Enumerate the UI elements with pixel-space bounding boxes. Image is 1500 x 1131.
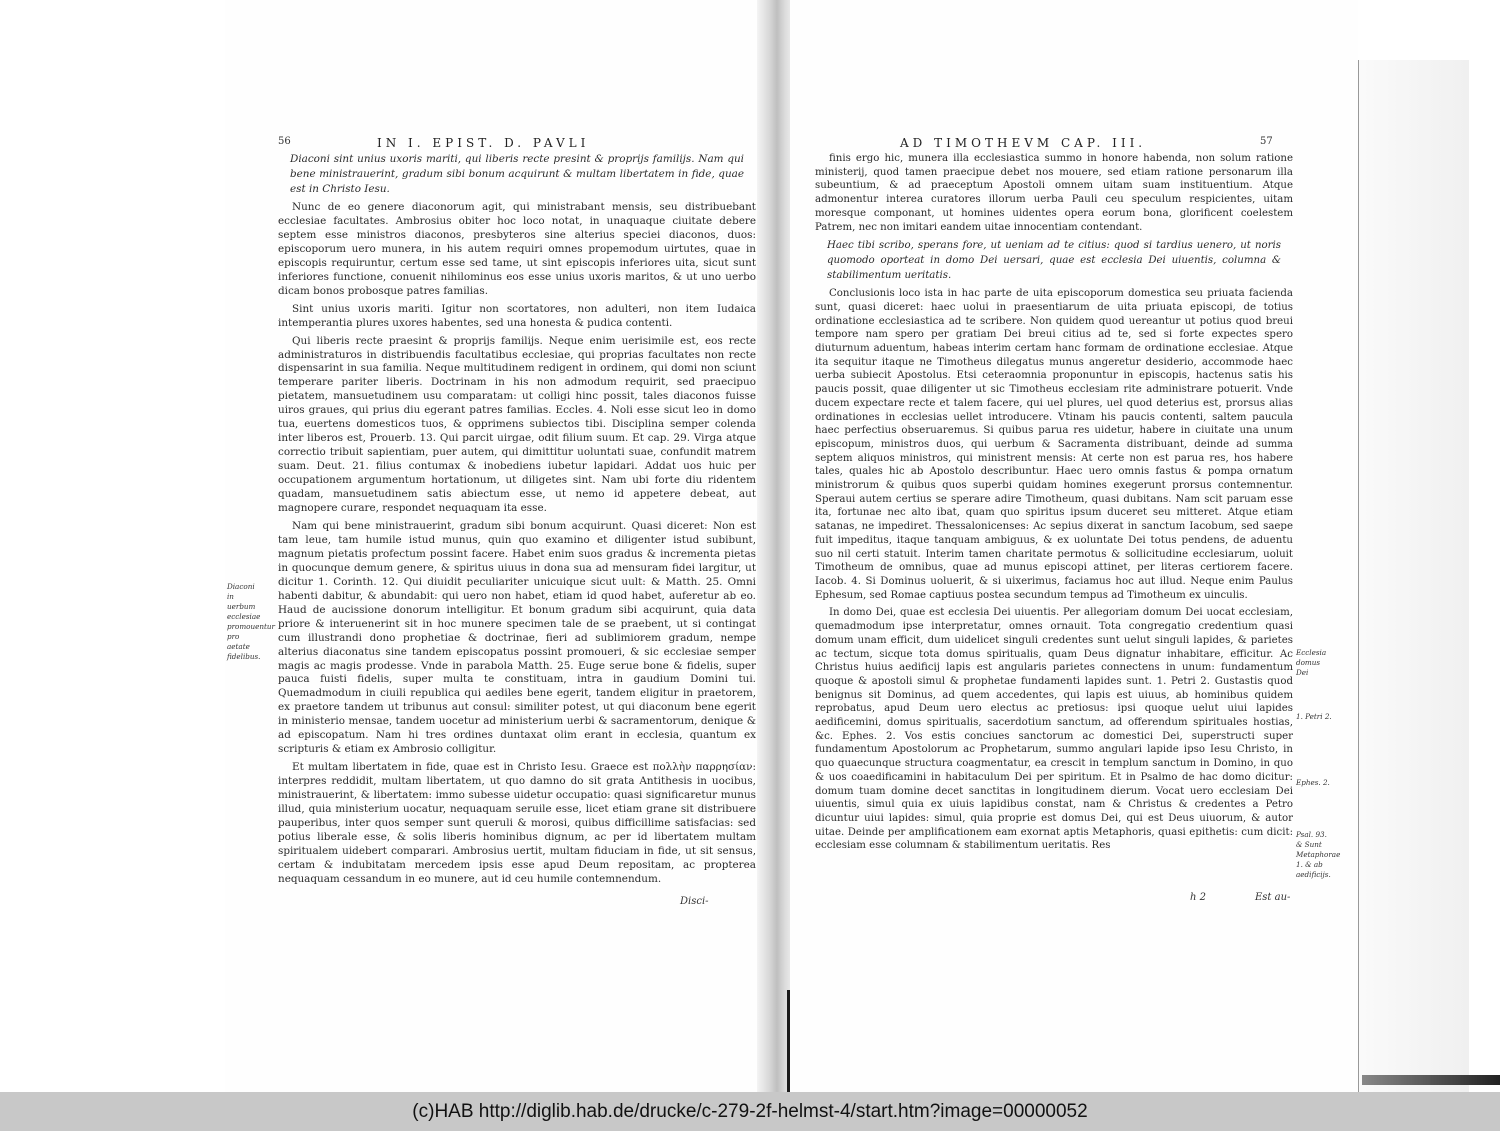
paragraph: Sint unius uxoris mariti. Igitur non scortatores, non adulteri, non item Iudaica intemperantia plures uxores habentes, sed una honesta & pudica contenti. <box>278 302 756 329</box>
paragraph: Nam qui bene ministrauerint, gradum sibi bonum acquirunt. Quasi diceret: Non est tam leue, tam humile istud munus, quin quo examino et diligenter istud subibunt, magnum pietatis profectum possint facere. Habet enim suos gradus & incrementa pietas in quocunque demum genere, & spiritus uiuus in dona sua ad mensuram fidei largitur, ut dicitur 1. Corinth. 12. Qui diuidit peculiariter unicuique sicut uult: & Matth. 25. Omni habenti dabitur, & abundabit: qui uero non habet, etiam id quod habet, auferetur ab eo. Haud de aucissione donorum intelligitur. Et bonum gradum sibi acquirunt, quia data priore & interuenerint sit in hoc munere specimen tale de se praebent, ut si contingat cum illustrandi dono prophetiae & doctrinae, fieri ad sublimiorem gradum, nempe alterius diaconatus sine tandem episcopatus possint promoueri, & sic ecclesiae semper magis ac magis prodesse. Vnde in parabola Matth. 25. Euge serue bone & fidelis, super pauca fuisti fidelis, super multa te constituam, intra in gaudium Domini tui. Quemadmodum in ciuili republica qui aediles bene egerit, tandem eligitur in praetorem, ex praetore tandem ut tribunus aut consul: similiter potest, ut qui diaconum bene egerit in ministerio mensae, tandem uocetur ad ministerium uerbi & sacramentorum, denique & ad episcopatum. Nam hi tres ordines duntaxat olim erant in ecclesia, quantum ex scripturis & etiam ex Ambrosio colligitur. <box>278 519 756 756</box>
paragraph: Et multam libertatem in fide, quae est in Christo Iesu. Graece est πολλὴν παρρησίαν: interpres reddidit, multam libertatem, ut quo damno do sit grata Antithesis in uocibus, ministrauerint, & libertatem: immo subesse uidetur occupatio: quasi significaretur munus illud, quia ministerium uocatur, nequaquam seruile esse, licet etiam grane sit distribuere pauperibus, inter quos semper sunt queruli & morosi, quibus difficillime satisfacias: sed potius liberale esse, & solis liberis hominibus dignum, ac per id libertatem multam spiritualem uidebert comparari. Ambrosius uertit, multam fiduciam in fide, ut sit sensus, certam & indubitatam mercedem ipsis esse apud Deum repositam, ac propterea nequaquam cessandum in eo munere, aut id ceu humile contemnendum. <box>278 761 756 885</box>
page-edge-shadow <box>1362 1075 1500 1085</box>
left-running-head: IN I. EPIST. D. PAVLI <box>377 136 590 150</box>
paragraph: finis ergo hic, munera illa ecclesiastica summo in honore habenda, non solum ratione ministerij, quod tamen praecipue debet nos mouere, sed etiam ratione personarum illa subeuntium, & ad praeceptum Apostoli omnem uitam suam instituentium. Atque admonentur interea curatores illorum uerba Pauli ceu speculum respicientes, uitam moresque componant, ut homines uidentes opera eorum bona, glorificent coelestem Patrem, nec non imitari eandem uitae innocentiam contendant. <box>815 153 1293 233</box>
page-stack-edge <box>1358 60 1469 1092</box>
paragraph: Nunc de eo genere diaconorum agit, qui ministrabant mensis, seu distribuebant ecclesiae facultates. Ambrosius obiter hoc loco notat, in unaquaque ciuitate debere septem esse ministros diaconos, presbyteros sine alterius speciei diaconos, duos: episcoporum uero munera, in his autem requiri omnes propemodum uirtutes, quae in episcopis requiruntur, certum esse sed tame, ut sint episcopis inferiores uita, sicut sunt inferiores functione, conuenit nihilominus eos esse unius uxoris maritos, & ut uno uerbo dicam bonos probosque patres familias. <box>278 201 756 297</box>
paragraph: Conclusionis loco ista in hac parte de uita episcoporum domestica seu priuata facienda sunt, quasi diceret: haec uolui in praesentiarum de uita priuata episcopi, de totius ordinatione ecclesiastica ad te scribere. Non quidem quod uereantur ut potius quod breui tempore nam spero per gratiam Dei breui citius ad te, sed si forte expectes spero diuturnum aduentum, habeas interim certam hanc formam de ordinatione ecclesiae. Atque ita sequitur itaque ne Timotheus dilegatus munus angeretur desiderio, accommode haec uerba subiecit Apostolus. Etsi ceteraomnia proponuntur in episcopis, hactenus satis his paucis possit, quae diligenter ut sic Timotheus ecclesiam rite administrare potuerit. Vnde ducem expectare recte et talem facere, qui uel plures, uel quod deterius est, prorsus alias ordinationes in ecclesias uellet introducere. Vtinam his paucis contenti, saltem paucula haec perfectius obseruaremus. Si quibus parua res uidetur, habere in ciuitate una unum episcopum, ministros duos, qui uerbum & Sacramenta distribuant, deinde ad summa septem aliquos ministros, qui ministrent mensis: At certe non est parua res, hos habere tales, quales hic ab Apostolo describuntur. Haec uero omnis fastus & pompa ornatum ministrorum & quibus quos superbi quidam homines exegerunt prorsus contemnentur. Speraui autem certius se sperare adire Timotheum, quasi dubitans. Nam scit paruam esse ita, fortunae nec alto ibat, quam quo spiritus ipsum duceret seu mitteret. Atque etiam satanas, ne impediret. Thessalonicenses: Ac sepius dixerat in sanctum Iacobum, sed saepe fuit impeditus, itaque tanquam ambiguus, & ex uoluntate Dei totus pendens, de aduentu suo nil certi statuit. Interim tamen charitate permotus & sollicitudine ecclesiarum, uoluit Timotheum de omnibus, quae ad munus episcopi attinet, per literas certiorem facere. Iacob. 4. Si Dominus uoluerit, & si uixerimus, faciamus hoc aut illud. Neque enim Paulus Ephesum, sed Romae captiuus postea secundum tempus ad Timotheum ex uinculis. <box>815 288 1293 601</box>
citation-bar <box>0 1092 1500 1131</box>
right-text-block <box>815 152 1293 857</box>
left-text-block <box>278 152 756 891</box>
right-running-head: AD TIMOTHEVM CAP. III. <box>900 136 1147 150</box>
right-folio: 57 <box>1260 136 1273 147</box>
citation-text: (c)HAB http://diglib.hab.de/drucke/c-279-2f-helmst-4/start.htm?image=00000052 <box>412 1100 1088 1122</box>
margin-note: Ecclesia domus Dei <box>1296 648 1327 677</box>
margin-note: Ephes. 2. <box>1296 778 1330 787</box>
margin-note: 1. Petri 2. <box>1296 712 1332 721</box>
paragraph: Diaconi sint unius uxoris mariti, qui liberis recte presint & proprijs familijs. Nam qui bene ministrauerint, gradum sibi bonum acquirunt & multam libertatem in fide, quae est in Christo Iesu. <box>290 153 744 195</box>
paragraph: In domo Dei, quae est ecclesia Dei uiuentis. Per allegoriam domum Dei uocat ecclesiam, quemadmodum ipse interpretatur, omnes ornauit. Tota congregatio credentium quasi domum unam efficit, dum uidelicet singuli credentes sunt uelut singuli lapides, & parietes ac tectum, sicque tota domus spiritualis, quam Deus dignatur inhabitare, efficitur. Ac Christus huius aedificij lapis est angularis parietes connectens in unum: fundamentum quoque & apostoli simul & prophetae fundamenti lapides sunt. 1. Petri 2. Gustastis quod benignus sit Dominus, ad quem accedentes, qui lapis est uiuus, ab hominibus quidem reprobatus, apud Deum uero electus ac pretiosus: ipsi quoque uelut uiui lapides aedificemini, domus spiritualis, sacerdotium sanctum, ad offerendum spirituales hostias, &c. Ephes. 2. Vos estis conciues sanctorum ac domestici Dei, superstructi super fundamentum Apostolorum ac Prophetarum, summo angulari lapide ipso Iesu Christo, in quo quaecunque structura coagmentatur, ea crescit in templum sanctum in Domino, in quo & uos coaedificamini in habitaculum Dei per spiritum. Et in Psalmo de hac domo dicitur: domum tuam domine decet sanctitas in longitudinem dierum. Vocat uero ecclesiam Dei uiuentis, simul quia ex uiuis lapidibus constat, nam & Christus & credentes a Petro dicuntur uiui lapides: simul, quia proprie est domus Dei, qui est Deus uiuorum, & autor uitae. Deinde per amplificationem eam exornat aptis Metaphoris, quasi epithetis: cum dicit: ecclesiam esse columnam & stabilimentum ueritatis. Res <box>815 607 1293 852</box>
left-catchword: Disci- <box>680 896 709 907</box>
paragraph: Qui liberis recte praesint & proprijs familijs. Neque enim uerisimile est, eos recte administraturos in distribuendis facultatibus ecclesiae, qui proprias facultates non recte dispensarint in sua familia. Neque multitudinem redigent in ordinem, qui domi non sciunt temperare pariter liberis. Doctrinam in his non admodum requirit, sed praecipuo pietatem, mansuetudinem usu comparatam: ut colligi hinc possit, tales diaconos fuisse uiros graues, qui prius diu egerant patres familias. Eccles. 4. Noli esse sicut leo in domo tua, euertens domesticos tuos, & opprimens subiectos tibi. Disciplina semper colenda inter liberos est, Prouerb. 13. Qui parcit uirgae, odit filium suum. Et cap. 29. Virga atque correctio tribuit sapientiam, puer autem, qui dimittitur uoluntati suae, confundit matrem suam. Deut. 21. filius contumax & inobediens iubetur lapidari. Addat uos huic per occupationem argumentum hortationum, ut diligetes sint. Nam ubi forte diu ridentem quadam, mansuetudinem satis abiectum esse, ut nemo id appetere debeat, aut magnopere curare, respondet nequaquam ita esse. <box>278 334 756 515</box>
left-margin-note: Diaconi in uerbum ecclesiae promouentur pro aetate fidelibus. <box>227 582 275 661</box>
paragraph: Haec tibi scribo, sperans fore, ut ueniam ad te citius: quod si tardius uenero, ut noris quomodo oporteat in domo Dei uersari, quae est ecclesia Dei uiuentis, columna & stabilimentum ueritatis. <box>827 240 1281 282</box>
right-catchword: Est au- <box>1255 892 1291 903</box>
margin-note: Psal. 93. & Sunt Metaphorae 1. & ab aedificijs. <box>1296 830 1341 879</box>
right-signature: h 2 <box>1190 892 1206 903</box>
right-page <box>790 0 1358 1092</box>
left-page <box>225 0 765 1092</box>
left-folio: 56 <box>278 136 291 147</box>
